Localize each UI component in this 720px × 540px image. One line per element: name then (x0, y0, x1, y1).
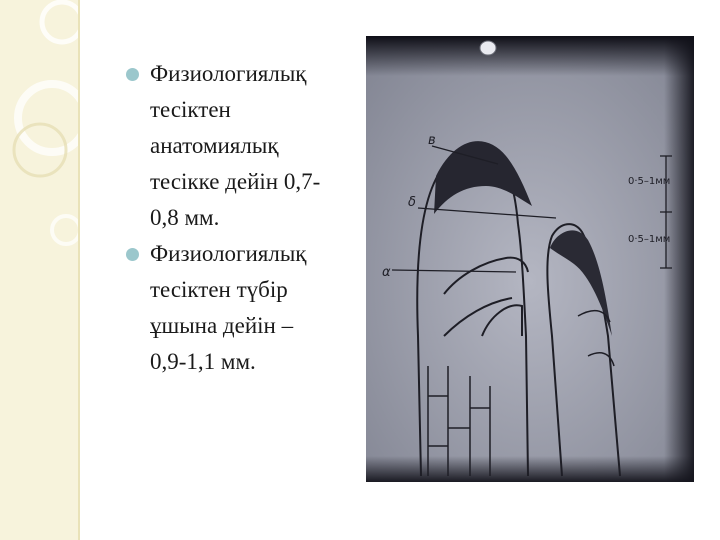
decorative-circles (0, 0, 78, 540)
punch-hole (480, 41, 496, 55)
paper-background (366, 36, 694, 482)
bullet-icon (126, 248, 139, 261)
label-a: α (382, 265, 391, 280)
bullet-icon (126, 68, 139, 81)
top-shadow (366, 36, 694, 76)
bullet-text: Физиологиялық тесіктен түбір ұшына дейін – 0,9-1,1 мм. (150, 241, 307, 374)
tooth-root-diagram-photo (366, 36, 694, 482)
dimension-label-bottom: 0·5–1мм (628, 234, 671, 245)
dimension-label-top: 0·5–1мм (628, 176, 671, 187)
decorative-side-panel (0, 0, 80, 540)
bullet-list (126, 56, 366, 380)
right-shadow (664, 36, 694, 482)
label-b: δ (408, 195, 416, 210)
bottom-shadow (366, 456, 694, 482)
bullet-item (126, 56, 366, 236)
bullet-item (126, 236, 366, 380)
bullet-text: Физиологиялық тесіктен анатомиялық тесікке дейін 0,7- 0,8 мм. (150, 61, 321, 230)
label-v: в (428, 133, 436, 148)
